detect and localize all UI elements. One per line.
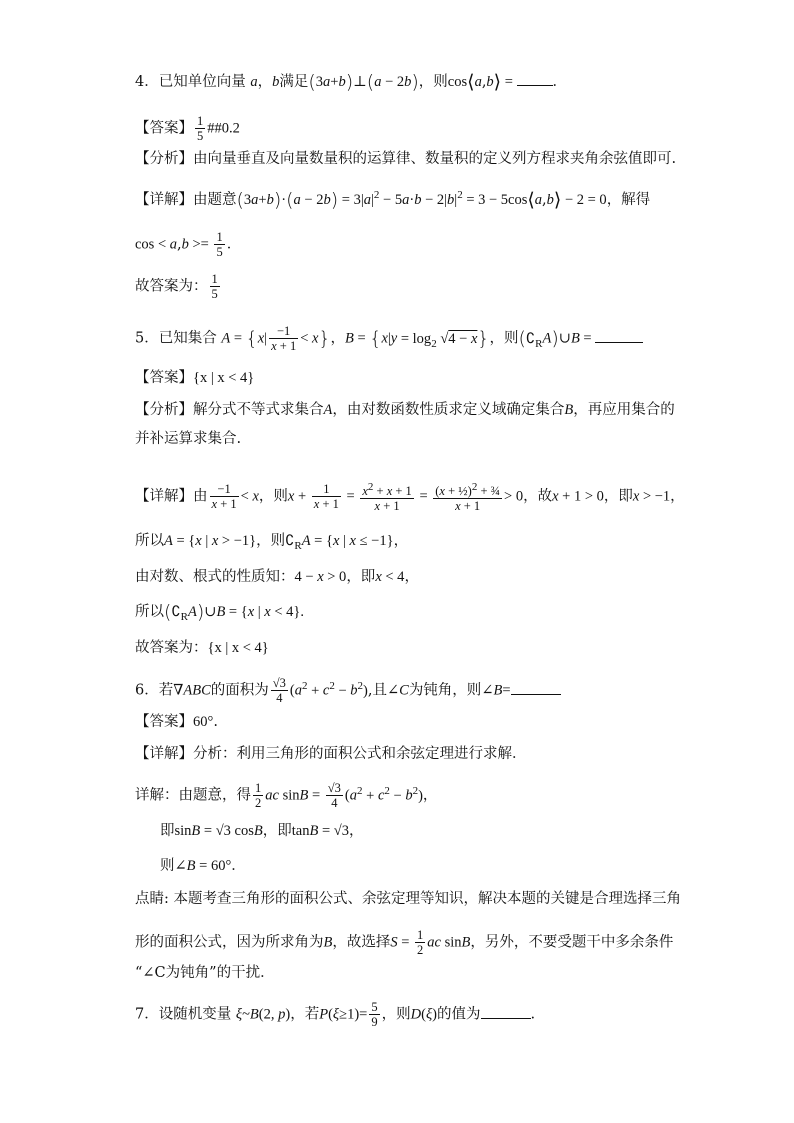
- q4-detail: 【详解】由题意$(3a+b)\cdot(a - 2b) = 3|a|^2 - 5a\cdot b - 2|b|^2 = 3$ − 5cos⟨a,b⟩ − 2 = 0，解得: [135, 188, 651, 211]
- q6-answer: 【答案】60°.: [135, 714, 218, 730]
- q5-answer: 【答案】{x | x < 4}: [135, 370, 255, 386]
- q7-stem: 7．设随机变量 ξ~B(2, p)，若P(ξ≥1)= $\frac{5}{9}$ ，则D(ξ)的值为 .: [135, 1000, 536, 1029]
- q6-comment-l2: 形的面积公式，因为所求角为B，故选择S = $\frac{1}{2}$ ac sinB，另外，不要受题干中多余条件: [135, 928, 674, 957]
- q6-stem: 6．若∇ABC的面积为 $\frac{√3}{4}$ $(a^2 + c^2 - b^2)$,且∠C为钝角，则∠B=: [135, 676, 561, 705]
- q5-stem: 5．已知集合 A = {x| $\frac{-1}{x + 1}$ < x}，$B = \{x|y = \log_2 √4 - x\}$，则$(∁_RA)\cup B$ =: [135, 324, 643, 353]
- q5-log: 由对数、根式的性质知：4 − x > 0，即x < 4，: [135, 569, 419, 585]
- q5-so1: 所以A = {x | x > −1}，则$∁_RA = \{x$ | x ≤ −1}，: [135, 533, 409, 552]
- answer-blank: [511, 682, 561, 695]
- q5-analysis-line2: 并补运算求集合.: [135, 431, 242, 447]
- q6-detail: 【详解】分析：利用三角形的面积公式和余弦定理进行求解．: [135, 746, 527, 762]
- answer-blank: [517, 73, 553, 86]
- q5-analysis: 【分析】解分式不等式求集合A，由对数函数性质求定义域确定集合B，再应用集合的: [135, 402, 675, 418]
- q5-number: 5．: [135, 330, 159, 347]
- q6-step2: 则∠B = 60°．: [160, 858, 246, 874]
- q6-number: 6．: [135, 682, 159, 699]
- q5-so2: 所以$(∁_RA)\cup B = \{x$ | x < 4}.: [135, 601, 304, 623]
- q6-comment-l3: “∠C为钝角”的干扰．: [135, 965, 275, 981]
- q5-conclusion: 故答案为：{x | x < 4}: [135, 640, 269, 656]
- q7-number: 7．: [135, 1006, 159, 1023]
- q4-answer: 【答案】 $\frac{1}{5}$ ##0.2: [135, 114, 240, 143]
- q6-step1: 即sinB = √3 cosB，即tanB = √3，: [160, 823, 364, 839]
- answer-blank: [481, 1006, 531, 1019]
- q4-number: 4．: [135, 74, 159, 90]
- q4-detail-result: cos < a,b >= $\frac{1}{5}$ ．: [135, 230, 242, 259]
- q6-comment-l1: 点睛: 本题考查三角形的面积公式、余弦定理等知识，解决本题的关键是合理选择三角: [135, 891, 681, 907]
- q4-stem: 4．已知单位向量 a，b满足(3a+b)⊥(a − 2b)，则cos⟨a,b⟩ = ．: [135, 71, 568, 93]
- q5-detail: 【详解】由 $\frac{-1}{x + 1}$ < x，则x + $\frac{1}{x + 1}$ = $\frac{x^2 + x + 1}{x + 1}$ = $\frac{(x + \frac{1}{2})^2 + \frac{3}{4}}{x + 1}$ > 0，故x + 1 > 0，即x > −1，: [135, 481, 685, 514]
- q6-solve: 详解：由题意，得 $\frac{1}{2}$ ac sinB = $\frac{√3}{4}$ $(a^2 + c^2 - b^2)$，: [135, 781, 438, 810]
- q4-analysis: 【分析】由向量垂直及向量数量积的运算律、数量积的定义列方程求夹角余弦值即可.: [135, 151, 677, 167]
- q4-conclusion: 故答案为： $\frac{1}{5}$: [135, 272, 218, 301]
- answer-blank: [595, 330, 643, 343]
